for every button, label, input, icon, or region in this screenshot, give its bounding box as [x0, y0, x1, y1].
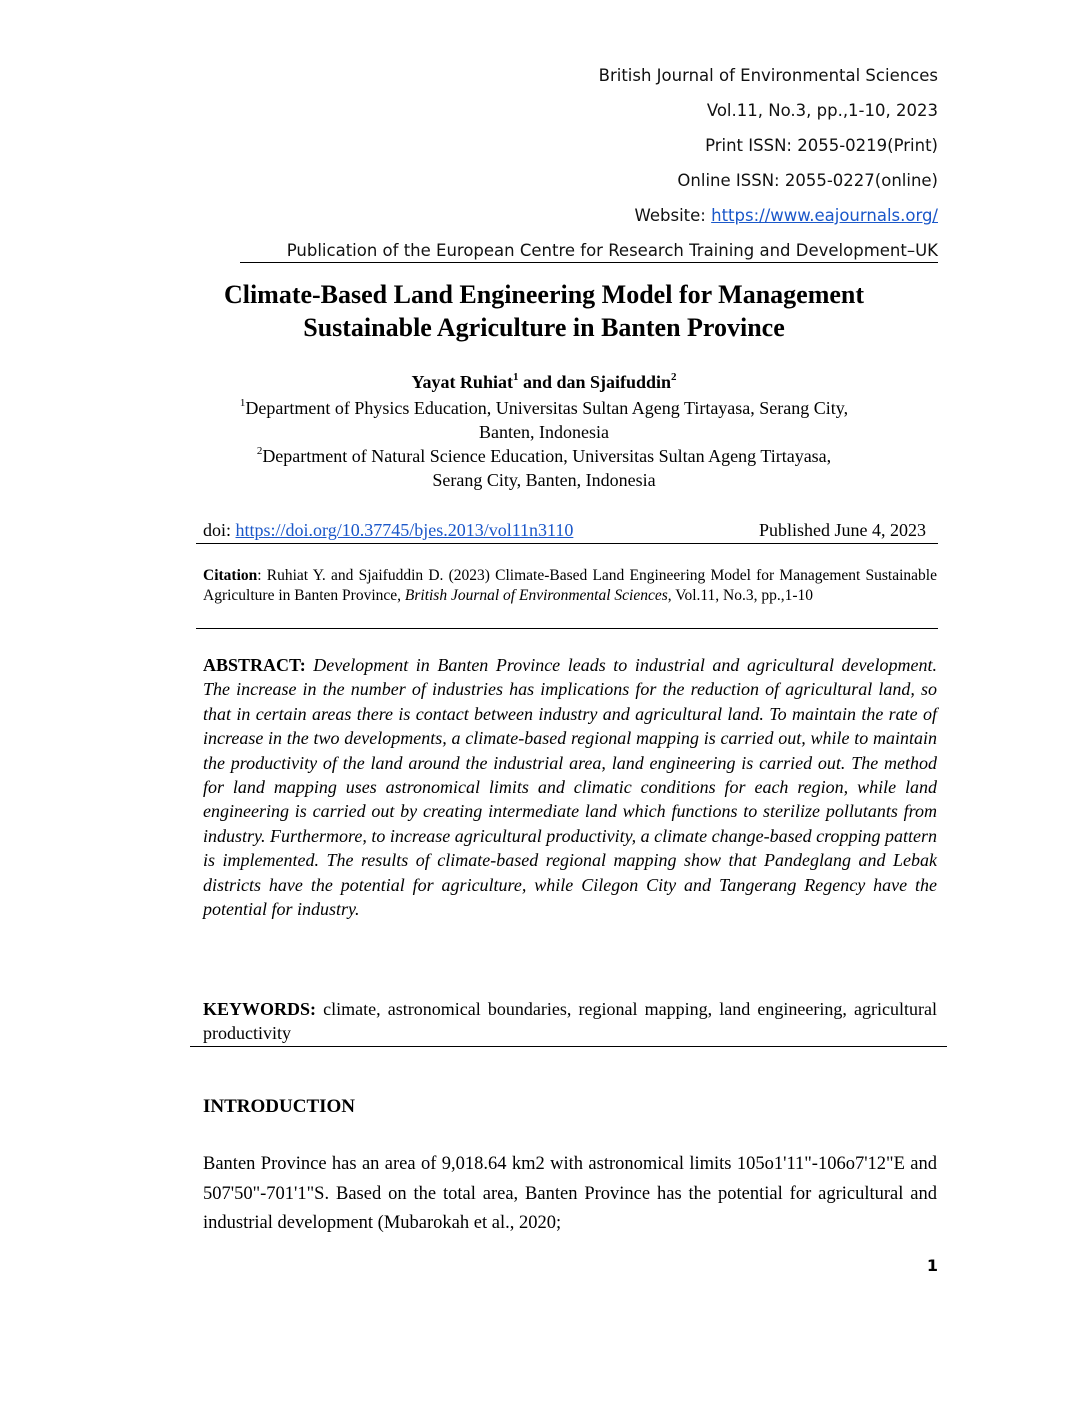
citation-text: : Ruhiat Y. and Sjaifuddin D. (2023) Climate-Based Land Engineering Model for Management Sustainable Agriculture in Banten Province, — [203, 567, 937, 604]
abstract-block — [203, 653, 937, 921]
abstract-label: ABSTRACT: — [203, 655, 306, 675]
citation-block — [203, 566, 937, 606]
author-1: Yayat Ruhiat — [411, 372, 513, 392]
page-number: 1 — [926, 1256, 938, 1275]
title-line-2: Sustainable Agriculture in Banten Province — [303, 313, 785, 342]
affiliation-2 — [150, 444, 938, 492]
citation-rule — [196, 628, 938, 629]
published-date: Published June 4, 2023 — [758, 520, 926, 540]
citation-journal: British Journal of Environmental Sciences — [404, 587, 668, 604]
title-line-1: Climate-Based Land Engineering Model for Management — [223, 280, 865, 309]
online-issn: Online ISSN: 2055-0227(online) — [677, 171, 938, 190]
affiliation-2-line-1: Department of Natural Science Education, Universitas Sultan Ageng Tirtayasa, — [262, 446, 832, 466]
website-line — [635, 206, 938, 225]
website-label: Website: — [634, 206, 712, 225]
volume-info: Vol.11, No.3, pp.,1-10, 2023 — [706, 101, 938, 120]
author-1-affil-sup: 1 — [512, 371, 519, 383]
abstract-text: Development in Banten Province leads to industrial and agricultural development. The increase in the number of industries has implications for the reduction of agricultural land, so that in certain areas there is contact between industry and agricultural land. To maintain the rate of increase in the two developments, a climate-based regional mapping is carried out, while to maintain the productivity of the land around the industrial area, land engineering is carried out. The method for land mapping uses astronomical limits and climatic conditions for each region, while land engineering is carried out by creating intermediate land which functions to sterilize pollutants from industry. Furthermore, to increase agricultural productivity, a climate change-based cropping pattern is implemented. The results of climate-based regional mapping show that Pandeglang and Lebak districts have the potential for agriculture, while Cilegon City and Tangerang Regency have the potential for industry. — [203, 655, 937, 920]
affiliation-1-sup: 1 — [239, 397, 246, 409]
keywords-label: KEYWORDS: — [203, 999, 317, 1019]
affiliation-2-sup: 2 — [256, 445, 263, 457]
keywords-rule — [190, 1046, 947, 1047]
affiliation-1-line-2: Banten, Indonesia — [479, 422, 609, 442]
doi-rule — [196, 543, 938, 544]
introduction-heading: INTRODUCTION — [203, 1096, 356, 1117]
author-list — [150, 370, 938, 394]
header-rule — [240, 262, 938, 263]
doi-row — [203, 518, 938, 542]
affiliation-1 — [150, 396, 938, 444]
author-joiner: and dan Sjaifuddin — [518, 372, 672, 392]
publisher-line: Publication of the European Centre for Research Training and Development–UK — [286, 241, 938, 260]
paper-title — [150, 278, 938, 344]
print-issn: Print ISSN: 2055-0219(Print) — [705, 136, 938, 155]
website-link[interactable]: https://www.eajournals.org/ — [711, 206, 938, 225]
citation-label: Citation — [203, 567, 258, 584]
keywords-text: climate, astronomical boundaries, regional mapping, land engineering, agricultural productivity — [203, 999, 937, 1043]
citation-tail: , Vol.11, No.3, pp.,1-10 — [667, 587, 814, 604]
journal-name: British Journal of Environmental Sciences — [598, 66, 938, 85]
affiliation-2-line-2: Serang City, Banten, Indonesia — [432, 470, 656, 490]
keywords-block — [203, 997, 937, 1045]
doi-link[interactable]: https://doi.org/10.37745/bjes.2013/vol11n3110 — [235, 520, 574, 540]
affiliation-1-line-1: Department of Physics Education, Universitas Sultan Ageng Tirtayasa, Serang City, — [245, 398, 849, 418]
doi-label: doi: — [203, 520, 236, 540]
introduction-paragraph: Banten Province has an area of 9,018.64 km2 with astronomical limits 105o1'11"-106o7'12"E and 507'50"-701'1"S. Based on the total area, Banten Province has the potential for agricultural and industrial development (Mubarokah et al., 2020; — [203, 1154, 937, 1233]
author-2-affil-sup: 2 — [671, 371, 677, 383]
